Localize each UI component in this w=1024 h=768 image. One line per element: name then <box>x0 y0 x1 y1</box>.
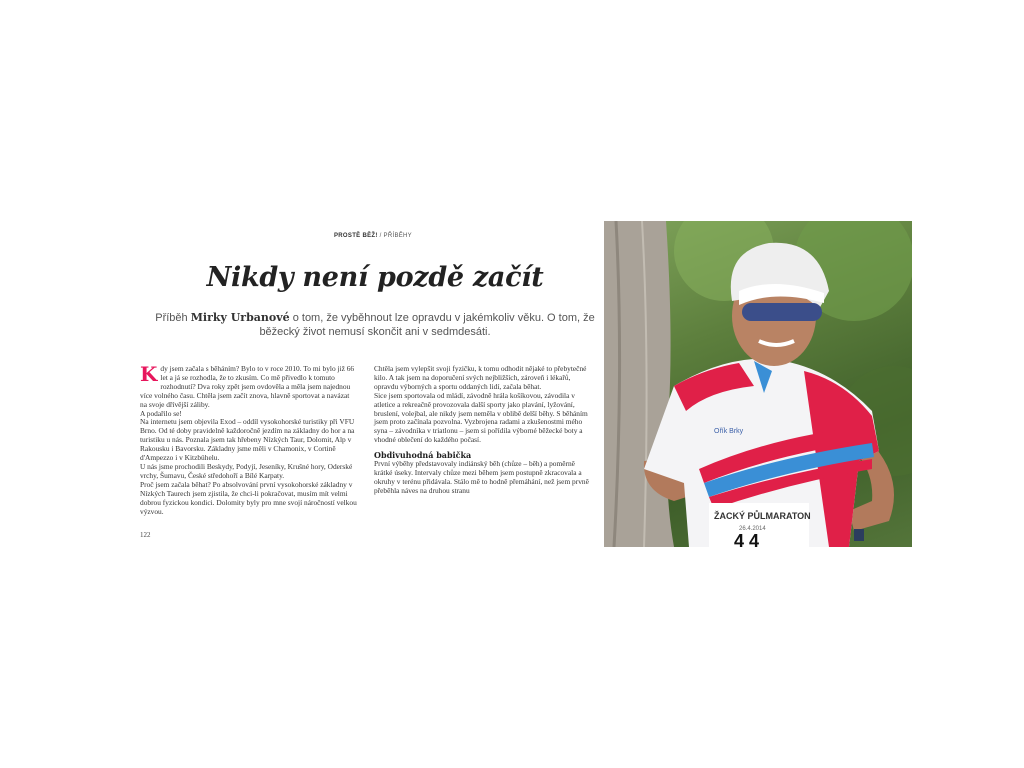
page-number: 122 <box>140 531 151 539</box>
tree-trunk <box>604 221 674 547</box>
paragraph: Proč jsem začala běhat? Po absolvování první vysokohorské základny v Nízkých Taurech jsem zjistila, že chci-li pokračovat, musím mít velmi dobrou fyzickou kondici. Dolomity byly pro mne svojí náročností velkou výzvou. <box>140 479 357 516</box>
paragraph: Na internetu jsem objevila Exod – oddíl vysokohorské turistiky při VFU Brno. Od té doby pravidelně každoročně jezdím na základny do hor a na turistiku u nás. Poznala jsem tak hřebeny Nízkých Taur, Dolomit, Alp v Rakousku i Bavorsku. Základny jsme měli v Chamonix, v Cortině d'Ampezzo i v Kitzbühelu. <box>140 417 355 463</box>
lead-suffix: o tom, že vyběhnout lze opravdu v jakémkoliv věku. O tom, že běžecký život nemusí skončit ani v sedmdesáti. <box>259 312 595 338</box>
text-column-2 <box>374 365 590 496</box>
paragraph: dy jsem začala s běháním? Bylo to v roce 2010. To mi bylo již 66 let a já se rozhodla, že to zkusím. Co mě přivedlo k tomuto rozhodnutí? Dva roky zpět jsem ovdověla a měla jsem najednou více volného času. Chtěla jsem začít znova, hlavně sportovat a navázat na svoje dřívější záliby. <box>140 364 355 409</box>
paragraph: Chtěla jsem vylepšit svoji fyzičku, k tomu odhodit nějaké to přebytečné kilo. A tak jsem na doporučení svých nejbližších, zároveň i lékařů, opravdu výborných a sportu oddaných lidí, začala běhat. <box>374 364 587 391</box>
paragraph: A podařilo se! <box>140 408 182 418</box>
runner-photo <box>604 221 912 547</box>
text-column-1 <box>140 362 358 516</box>
article-title: Nikdy není pozdě začít <box>206 262 544 293</box>
paragraph: První výběhy představovaly indiánský běh (chůze – běh) a poměrně krátké úseky. Intervaly chůze mezi během jsem postupně zkracovala a okruhy v terénu přidávala. Stálo mě to hodně přemáhání, než jsem prvně přeběhla náves na druhou stranu <box>374 459 589 495</box>
paragraph: Sice jsem sportovala od mládí, závodně hrála košíkovou, závodila v atletice a rekreačně provozovala další sporty jako plavání, lyžování, bruslení, volejbal, ale nikdy jsem neměla v oblibě delší běhy. S běháním jsem proto začínala pozvolna. Vyzbrojena radami a zkušenostmi mého syna – závodníka v triatlonu – jsem si pořídila výborné běžecké boty a vhodné oblečení do každého počasí. <box>374 390 588 445</box>
paragraph: U nás jsme prochodili Beskydy, Podyjí, Jeseníky, Krušné hory, Oderské vrchy, Šumavu, České středohoří a Bílé Karpaty. <box>140 461 353 480</box>
lead-name: Mirky Urbanové <box>190 311 290 324</box>
kicker-separator: / <box>377 233 384 239</box>
article-lead <box>140 311 610 339</box>
bib-title: ŽACKÝ PŮLMARATON <box>714 511 811 521</box>
drop-cap: K <box>140 362 158 386</box>
section-kicker <box>334 233 412 239</box>
runner-illustration <box>604 221 912 547</box>
kicker-category: PŘÍBĚHY <box>383 233 412 239</box>
bib-number: 4 4 <box>734 531 760 547</box>
sunglasses <box>742 303 822 321</box>
subheading: Obdivuhodná babička <box>374 450 472 461</box>
wrist-watch <box>854 529 864 541</box>
lead-prefix: Příběh <box>155 312 191 324</box>
kicker-section: PROSTĚ BĚŽ! <box>334 233 378 239</box>
bib-date: 26.4.2014 <box>739 526 766 532</box>
jersey-logo: Ořík Brky <box>714 428 744 435</box>
